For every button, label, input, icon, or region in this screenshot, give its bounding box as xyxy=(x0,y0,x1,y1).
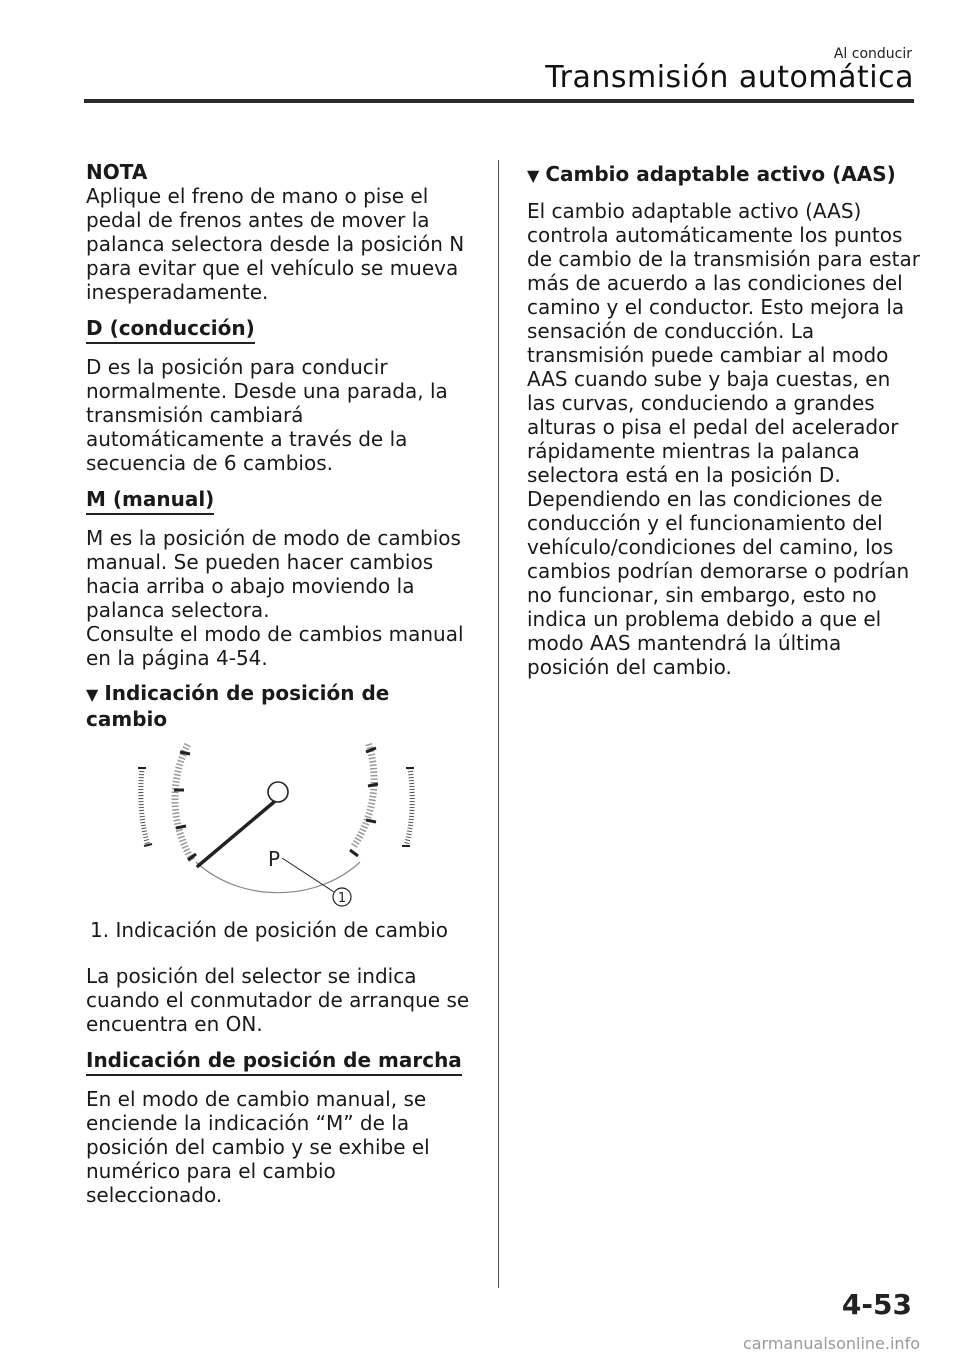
tick xyxy=(366,820,376,822)
m-text xyxy=(86,526,476,622)
indication-text: La posición del selector se indica cuando el conmutador de arranque se encuentra en ON. xyxy=(86,964,470,1036)
gauge-far-right-scale xyxy=(406,768,412,846)
left-column xyxy=(86,160,476,1218)
d-text: D es la posición para conducir normalmente. Desde una parada, la transmisión cambiará automáticamente a través de la secuencia de 6 cambios. xyxy=(86,355,448,475)
gauge-figure xyxy=(128,742,428,912)
d-heading: D (conducción) xyxy=(86,317,255,344)
right-column xyxy=(527,160,922,690)
gauge-right-arc xyxy=(354,742,374,846)
header-section: Al conducir xyxy=(833,46,912,62)
nota-title: NOTA xyxy=(86,160,148,184)
watermark: carmanualsonline.info xyxy=(742,1334,920,1353)
figure-caption: 1. Indicación de posición de cambio xyxy=(90,918,449,942)
column-divider xyxy=(498,160,499,1288)
gauge-needle xyxy=(198,802,274,866)
header-rule xyxy=(84,99,914,103)
aas-text: El cambio adaptable activo (AAS) controla automáticamente los puntos de cambio de la transmisión para estar más de acuerdo a las condiciones del camino y el conductor. Esto mejora la sensación de conducción. La transmisión puede cambiar al modo AAS cuando sube y baja cuestas, en las curvas, conduciendo a grandes alturas o pisa el pedal del acelerador rápidamente mientras la palanca selectora está en la posición D. Dependiendo en las condiciones de conducción y el funcionamiento del vehículo/condiciones del camino, los cambios podrían demorarse o podrían no funcionar, sin embargo, esto no indica un problema debido a que el modo AAS mantendrá la última posición del cambio. xyxy=(527,199,920,679)
gauge-left-arc xyxy=(175,744,192,860)
tick xyxy=(176,826,186,828)
gear-letter: P xyxy=(268,847,281,871)
tick xyxy=(144,844,152,846)
tick xyxy=(368,784,378,786)
tick xyxy=(350,850,358,856)
m-heading: M (manual) xyxy=(86,488,214,515)
gauge-far-left-scale xyxy=(141,768,148,846)
page-number: 4-53 xyxy=(841,1288,912,1321)
march-text: En el modo de cambio manual, se enciende la indicación “M” de la posición del cambio y se exhibe el numérico para el cambio seleccionado. xyxy=(86,1087,430,1207)
callout-number: 1 xyxy=(337,891,347,906)
nota-text: Aplique el freno de mano o pise el pedal de frenos antes de mover la palanca selectora desde la posición N para evitar que el vehículo se mueva inesperadamente. xyxy=(86,184,465,304)
tick xyxy=(180,752,190,754)
aas-heading xyxy=(527,162,922,188)
indication-heading xyxy=(86,681,476,731)
march-heading: Indicación de posición de marcha xyxy=(86,1049,462,1076)
triangle-down-icon: ▼ xyxy=(527,166,540,185)
m-reference: Consulte el modo de cambios manual en la página 4-54. xyxy=(86,622,464,670)
gauge-hub xyxy=(268,782,288,802)
triangle-down-icon: ▼ xyxy=(86,685,99,704)
page-title: Transmisión automática xyxy=(545,60,914,95)
callout-leader xyxy=(282,858,334,892)
indication-heading-label: Indicación de posición de cambio xyxy=(86,681,390,731)
m-text-1: M es la posición de modo de cambios manual. Se pueden hacer cambios hacia arriba o abajo moviendo la palanca selectora. xyxy=(86,526,461,622)
aas-heading-label: Cambio adaptable activo (AAS) xyxy=(545,162,896,186)
